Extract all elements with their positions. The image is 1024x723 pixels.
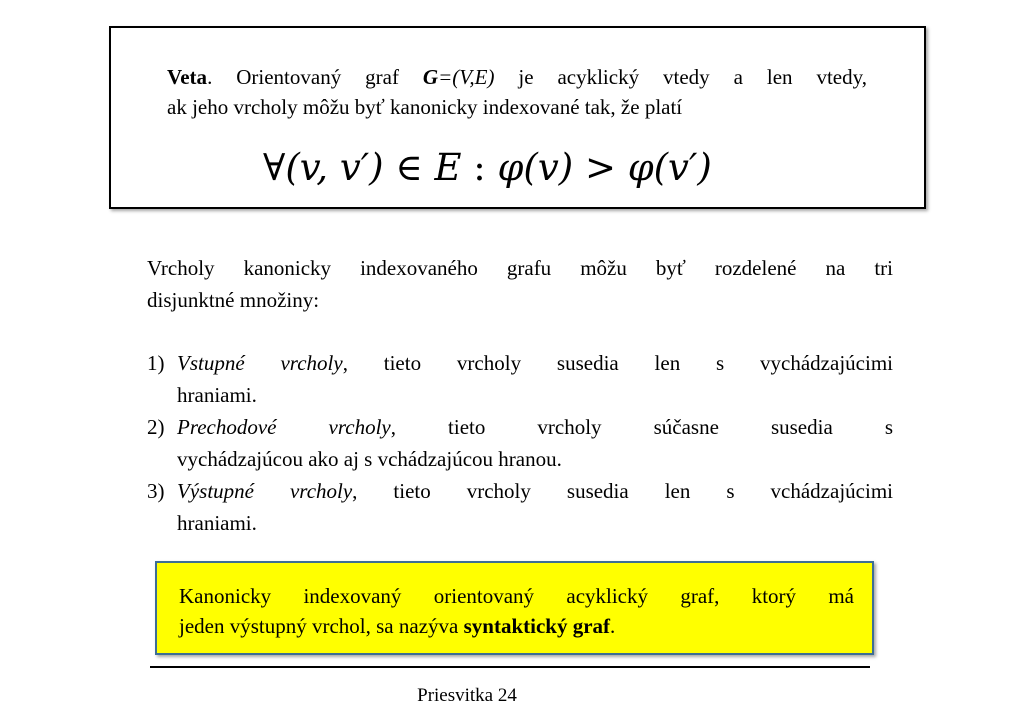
- intro-line-2: disjunktné množiny:: [147, 288, 320, 312]
- definition-text: [179, 581, 854, 641]
- intro-line-1: Vrcholy kanonicky indexovaného grafu môžu byť rozdelené na tri: [147, 256, 893, 280]
- list-item-line-2: hraniami.: [177, 383, 257, 407]
- formula-lhs: φ(v): [497, 146, 574, 189]
- theorem-line-1-rest: je acyklický vtedy a len vtedy,: [494, 65, 868, 89]
- theorem-line-1: [167, 62, 867, 92]
- definition-term: syntaktický graf: [463, 614, 611, 638]
- intro-paragraph: [147, 252, 893, 316]
- vertex-type-list: [147, 347, 893, 539]
- footer-divider: [150, 666, 870, 668]
- list-item-line-2: vychádzajúcou ako aj s vchádzajúcou hranou.: [177, 447, 562, 471]
- definition-line-2-pre: jeden výstupný vrchol, sa nazýva: [179, 614, 464, 638]
- theorem-line-2: ak jeho vrcholy môžu byť kanonicky indexované tak, že platí: [167, 95, 683, 119]
- list-item-number: 2): [147, 415, 165, 439]
- graph-symbol: G: [422, 65, 439, 89]
- definition-box: [155, 561, 874, 655]
- graph-definition: =(V,E): [438, 65, 495, 89]
- theorem-text: [167, 62, 867, 122]
- list-item: [147, 347, 893, 411]
- list-item-number: 1): [147, 351, 165, 375]
- footer: [0, 684, 1024, 708]
- definition-line-2-post: .: [610, 614, 616, 638]
- definition-line-1: Kanonicky indexovaný orientovaný acyklický graf, ktorý má: [179, 584, 854, 608]
- list-item-number: 3): [147, 479, 165, 503]
- forall-symbol: ∀: [263, 146, 286, 189]
- theorem-box: [109, 26, 926, 209]
- list-item-rest: , tieto vrcholy súčasne susedia s: [390, 415, 893, 439]
- formula-edge-set: E: [422, 146, 462, 189]
- list-item: [147, 475, 893, 539]
- list-item: [147, 411, 893, 475]
- definition-line-2: [179, 614, 615, 638]
- list-item-term: Prechodové vrcholy: [177, 415, 391, 439]
- slide-number: Priesvitka 24: [417, 685, 517, 706]
- formula-colon: :: [461, 146, 498, 189]
- list-item-term: Výstupné vrcholy: [177, 479, 353, 503]
- element-of-symbol: ∈: [395, 146, 423, 189]
- theorem-formula: [263, 146, 713, 190]
- theorem-label: Veta: [167, 65, 208, 89]
- list-item-line-2: hraniami.: [177, 511, 257, 535]
- body-text: [147, 252, 893, 539]
- greater-than-symbol: >: [573, 146, 628, 189]
- list-item-rest: , tieto vrcholy susedia len s vychádzajúcimi: [342, 351, 893, 375]
- formula-pair: (v, v′): [285, 146, 396, 189]
- theorem-sep: . Orientovaný graf: [207, 65, 423, 89]
- list-item-rest: , tieto vrcholy susedia len s vchádzajúcimi: [352, 479, 893, 503]
- list-item-term: Vstupné vrcholy: [177, 351, 343, 375]
- formula-rhs: φ(v′): [627, 146, 712, 189]
